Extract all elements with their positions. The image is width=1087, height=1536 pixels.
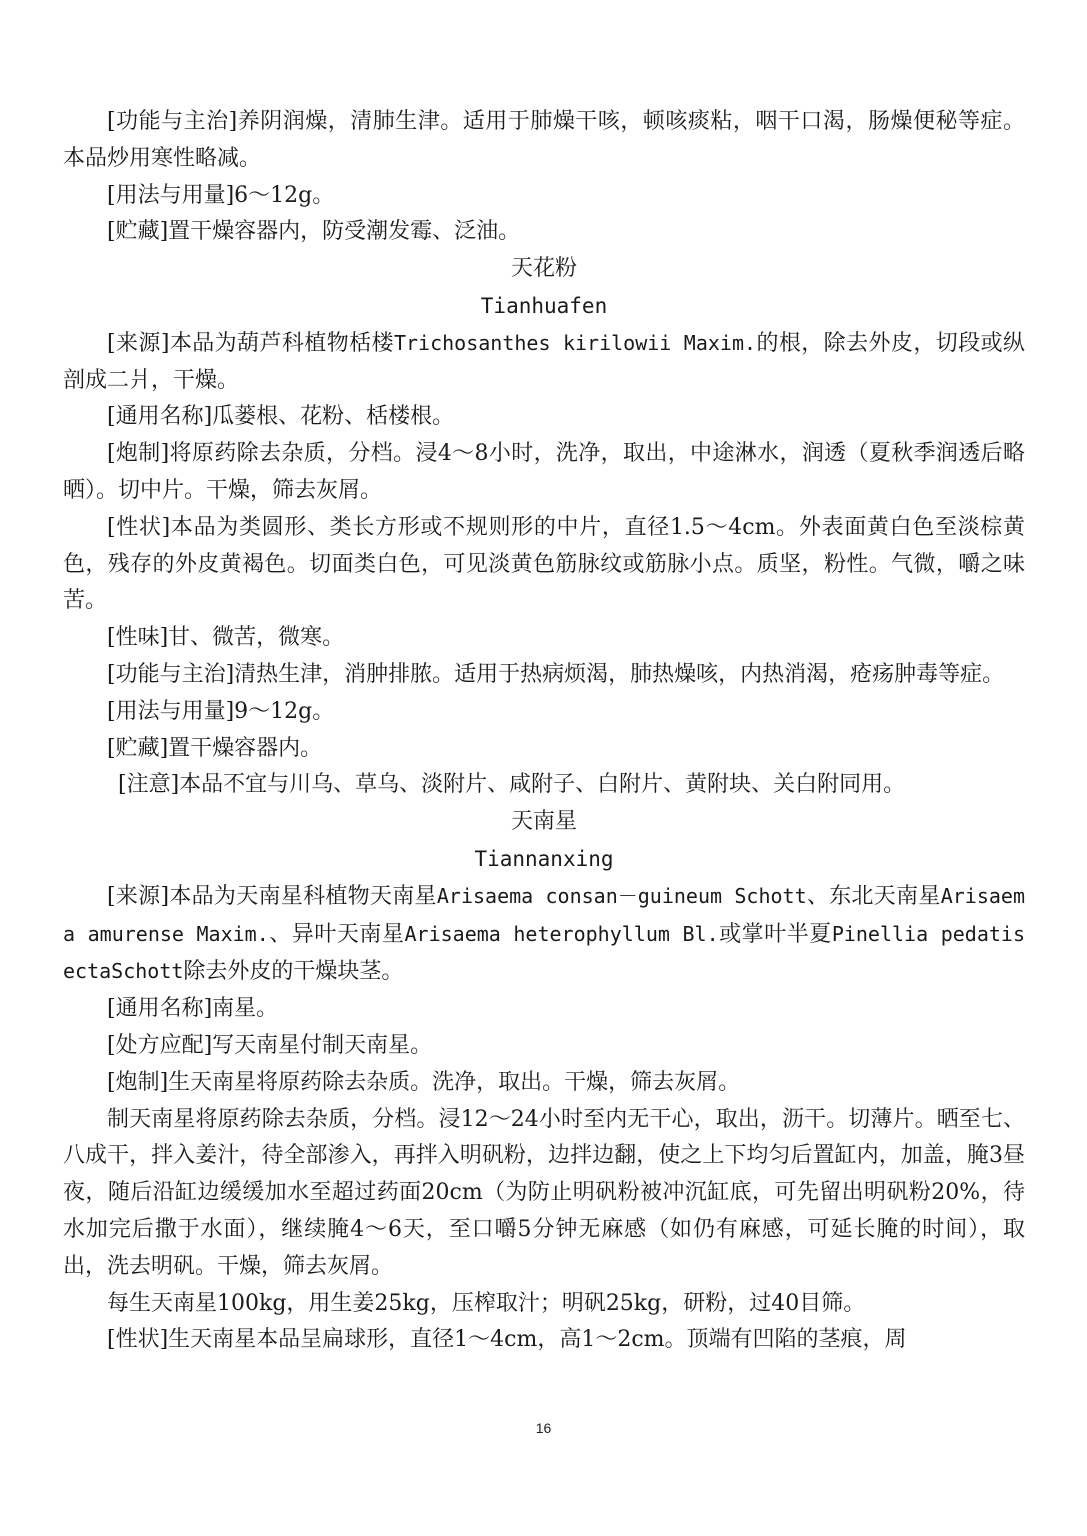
source-text: [来源]本品为葫芦科植物栝楼 [107,330,394,356]
section-title-cn: 天南星 [510,809,577,835]
processing-detail-paragraph: 制天南星将原药除去杂质，分档。浸12～24小时至内无干心，取出，沥干。切薄片。晒至七、八成干，拌入姜汁，待全部渗入，再拌入明矾粉，边拌边翻，使之上下均匀后置缸内，加盖，腌3昼夜，随后沿缸边缓缓加水至超过药面20cm（为防止明矾粉被冲沉缸底，可先留出明矾粉20%，待水加完后撒于水面），继续腌4～6天，至口嚼5分钟无麻感（如仍有麻感，可延长腌的时间），取出，洗去明矾。干燥，筛去灰屑。 [63,1106,1025,1279]
processing-paragraph: [炮制]将原药除去杂质，分档。浸4～8小时，洗净，取出，中途淋水，润透（夏秋季润透后略晒）。切中片。干燥，筛去灰屑。 [63,441,1025,503]
traits-paragraph: [性状]本品为类圆形、类长方形或不规则形的中片，直径1.5～4cm。外表面黄白色至淡棕黄色，残存的外皮黄褐色。切面类白色，可见淡黄色筋脉纹或筋脉小点。质坚，粉性。气微，嚼之味苦。 [63,514,1025,614]
section-title-cn: 天花粉 [510,256,577,282]
common-name-paragraph: [通用名称]瓜蒌根、花粉、栝楼根。 [107,404,455,430]
dosage-paragraph: [用法与用量]6～12g。 [107,182,335,208]
latin-name: Arisaema consan－guineum Schott [436,883,807,908]
storage-paragraph: [贮藏]置干燥容器内，防受潮发霉、泛油。 [107,219,521,245]
function-paragraph: [功能与主治]清热生津，消肿排脓。适用于热病烦渴，肺热燥咳，内热消渴，疮疡肿毒等症。 [107,661,1005,687]
ratio-paragraph: 每生天南星100kg，用生姜25kg，压榨取汁；明矾25kg，研粉，过40目筛。 [107,1290,866,1316]
source-text: 或掌叶半夏 [718,921,832,947]
caution-paragraph: [注意]本品不宜与川乌、草乌、淡附片、咸附子、白附片、黄附块、关白附同用。 [118,772,906,798]
latin-name: Arisaema amurense Maxim. [63,883,1025,946]
function-paragraph: [功能与主治]养阴润燥，清肺生津。适用于肺燥干咳，顿咳痰粘，咽干口渴，肠燥便秘等症。本品炒用寒性略减。 [63,109,1025,171]
latin-name: Pinellia pedatisectaSchott [63,921,1025,984]
storage-paragraph: [贮藏]置干燥容器内。 [107,735,323,761]
processing-paragraph: [炮制]生天南星将原药除去杂质。洗净，取出。干燥，筛去灰屑。 [107,1069,741,1095]
source-paragraph [63,878,1025,991]
prescription-paragraph: [处方应配]写天南星付制天南星。 [107,1032,433,1058]
latin-name: Arisaema heterophyllum Bl. [404,921,719,946]
source-text: 除去外皮的干燥块茎。 [183,959,404,985]
section-title-en: Tiannanxing [474,846,614,871]
source-text: [来源]本品为天南星科植物天南星 [107,883,437,909]
dosage-paragraph: [用法与用量]9～12g。 [107,698,335,724]
source-text: 的根，除去外皮，切段或纵剖成二爿，干燥。 [63,330,1025,393]
common-name-paragraph: [通用名称]南星。 [107,996,279,1022]
document-page [63,104,1025,1359]
latin-name: Trichosanthes kirilowii Maxim. [393,330,757,355]
page-number: 16 [535,1420,552,1436]
source-text: 、异叶天南星 [268,921,405,947]
source-text: 、东北天南星 [806,883,941,909]
section-title-en: Tianhuafen [480,293,608,318]
source-paragraph [63,325,1025,400]
traits-paragraph: [性状]生天南星本品呈扁球形，直径1～4cm，高1～2cm。顶端有凹陷的茎痕，周 [107,1327,907,1353]
taste-paragraph: [性味]甘、微苦，微寒。 [107,625,345,651]
